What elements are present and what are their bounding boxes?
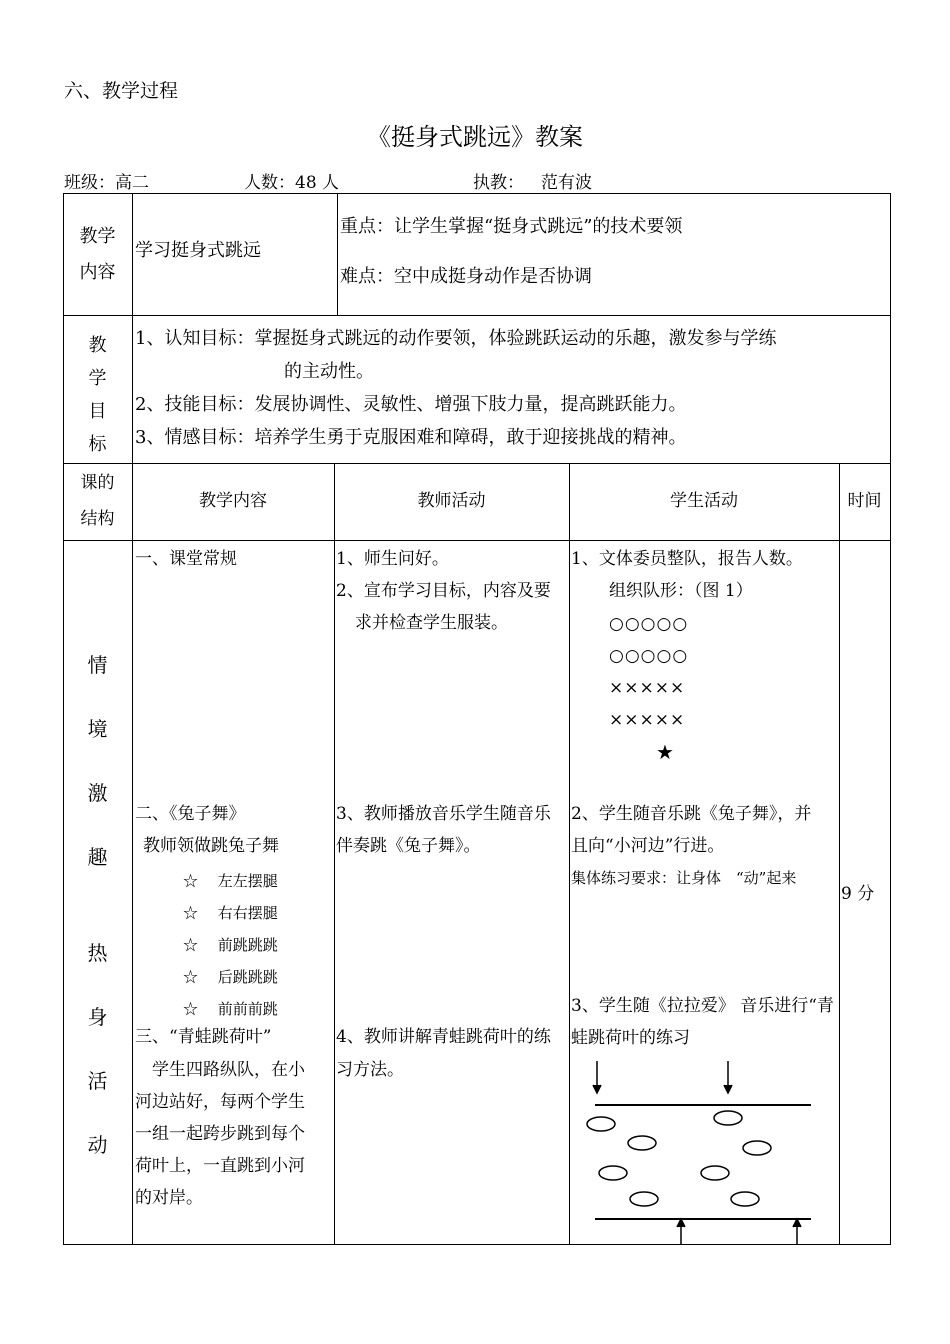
dance-step: ☆ 左左摆腿 xyxy=(183,872,278,890)
section-heading: 六、教学过程 xyxy=(64,80,179,102)
dance-step: ☆ 右右摆腿 xyxy=(183,904,278,922)
class-label: 班级：高二 xyxy=(64,173,149,193)
bunny-dance-title: 二、《兔子舞》 xyxy=(135,804,246,824)
teacher-step-3: 3、教师播放音乐学生随音乐 xyxy=(336,804,551,824)
time-column-header: 时间 xyxy=(847,491,882,511)
phase-label: 情 境 激 趣 热 身 活 动 xyxy=(87,653,108,1157)
lesson-plan-table xyxy=(63,193,891,1245)
teacher-step-2-cont: 求并检查学生服装。 xyxy=(355,613,508,633)
frog-game-desc: 河边站好，每两个学生 xyxy=(135,1092,305,1112)
teacher-name: 范有波 xyxy=(541,173,592,193)
teacher-step-3-cont: 伴奏跳《兔子舞》。 xyxy=(336,836,481,856)
formation-row-crosses: ××××× xyxy=(609,710,686,730)
teacher-step-2: 2、宣布学习目标，内容及要 xyxy=(336,581,551,601)
frog-game-desc: 荷叶上，一直跳到小河 xyxy=(135,1156,305,1176)
difficulty-point: 难点：空中成挺身动作是否协调 xyxy=(340,266,592,287)
structure-header: 课的 结构 xyxy=(80,473,115,529)
teacher-step-1: 1、师生问好。 xyxy=(336,549,449,569)
student-step-2-cont: 且向“小河边”行进。 xyxy=(571,836,725,856)
key-point: 重点：让学生掌握“挺身式跳远”的技术要领 xyxy=(340,216,683,237)
goal-skill: 2、技能目标：发展协调性、灵敏性、增强下肢力量，提高跳跃能力。 xyxy=(135,394,687,415)
goals-header: 教 学 目 标 xyxy=(88,335,107,455)
phase-time: 9 分 xyxy=(841,884,875,904)
lily-pad-diagram xyxy=(571,1059,839,1245)
practice-requirement: 集体练习要求：让身体 “动”起来 xyxy=(571,869,797,887)
student-step-3-cont: 蛙跳荷叶的练习 xyxy=(571,1028,690,1048)
goal-cognitive: 1、认知目标：掌握挺身式跳远的动作要领，体验跳跃运动的乐趣，激发参与学练 xyxy=(135,328,777,349)
content-header: 教学 内容 xyxy=(79,226,116,283)
formation-row-circles: ○○○○○ xyxy=(609,614,689,634)
student-step-1: 1、文体委员整队，报告人数。 xyxy=(571,549,803,569)
document-title: 《挺身式跳远》教案 xyxy=(367,123,583,151)
formation-row-crosses: ××××× xyxy=(609,678,686,698)
frog-game-desc: 的对岸。 xyxy=(135,1188,203,1208)
teacher-label: 执教： xyxy=(473,173,524,193)
student-step-3: 3、学生随《拉拉爱》 音乐进行“青 xyxy=(571,996,834,1016)
dance-step: ☆ 后跳跳跳 xyxy=(183,968,278,986)
teacher-star-icon: ★ xyxy=(656,740,674,764)
student-step-2: 2、学生随音乐跳《兔子舞》，并 xyxy=(571,804,812,824)
dance-step: ☆ 前前前跳 xyxy=(183,1000,278,1018)
formation-label: 组织队形：（图 1） xyxy=(609,581,753,601)
lesson-topic: 学习挺身式跳远 xyxy=(135,240,261,261)
student-column-header: 学生活动 xyxy=(670,491,738,511)
goal-emotion: 3、情感目标：培养学生勇于克服困难和障碍，敢于迎接挑战的精神。 xyxy=(135,427,687,448)
bunny-dance-desc: 教师领做跳兔子舞 xyxy=(143,836,279,856)
frog-game-desc: 学生四路纵队，在小 xyxy=(135,1060,305,1080)
frog-game-title: 三、“青蛙跳荷叶” xyxy=(135,1027,272,1047)
teacher-column-header: 教师活动 xyxy=(417,491,486,511)
teacher-step-4-cont: 习方法。 xyxy=(336,1060,404,1080)
dance-step: ☆ 前跳跳跳 xyxy=(183,936,278,954)
goal-cognitive-cont: 的主动性。 xyxy=(284,361,374,382)
routine-title: 一、课堂常规 xyxy=(135,549,237,569)
teacher-step-4: 4、教师讲解青蛙跳荷叶的练 xyxy=(336,1027,551,1047)
student-count: 人数：48 人 xyxy=(244,173,340,193)
formation-row-circles: ○○○○○ xyxy=(609,646,689,666)
frog-game-desc: 一组一起跨步跳到每个 xyxy=(135,1124,305,1144)
content-column-header: 教学内容 xyxy=(199,491,267,511)
